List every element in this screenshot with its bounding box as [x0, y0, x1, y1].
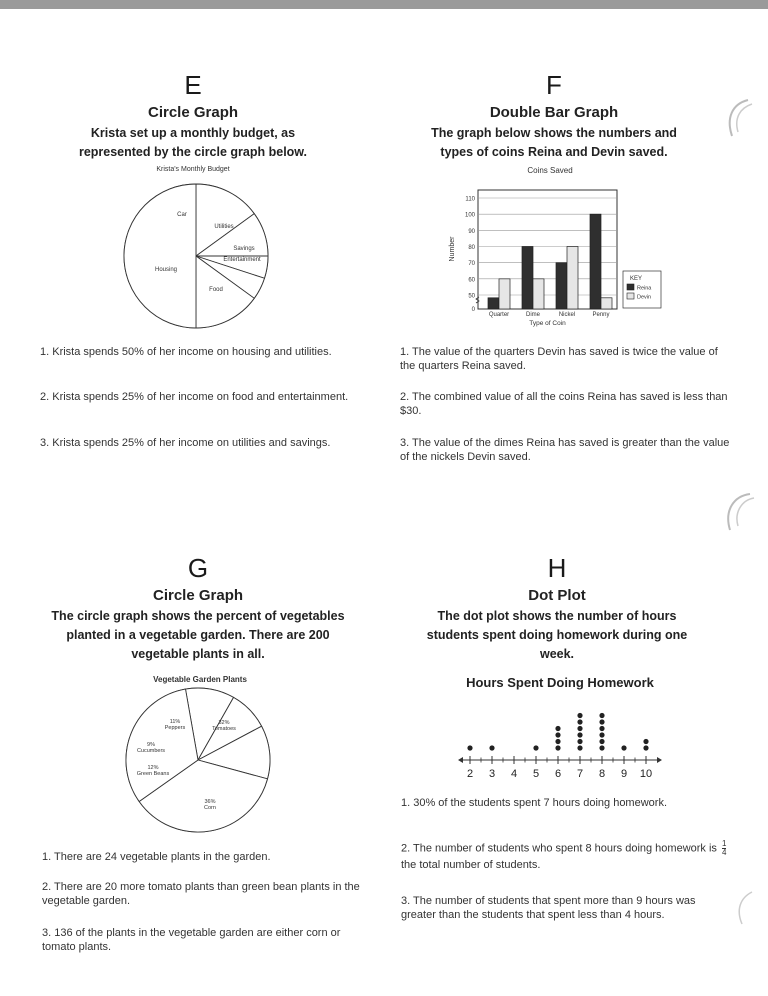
dot-10: [643, 745, 648, 750]
section-f-statement-3: 3. The value of the dimes Reina has saved is greater than the value of the nickels Devin saved.: [400, 437, 730, 463]
section-g-statement-3: 3. 136 of the plants in the vegetable garden are either corn or tomato plants.: [42, 927, 341, 953]
x-tick-label: 7: [576, 768, 584, 780]
y-tick-label: 110: [465, 196, 475, 203]
dot-5: [533, 745, 538, 750]
pie-percent-green-beans: 12%: [147, 765, 159, 771]
scan-edge-mark: [718, 96, 754, 140]
pie-label-food: Food: [209, 287, 223, 293]
bar-reina-penny: [590, 214, 601, 309]
chart-e-title: Krista's Monthly Budget: [156, 166, 230, 173]
section-g-statement-2: 2. There are 20 more tomato plants than green bean plants in the vegetable garden.: [42, 881, 360, 907]
dot-7: [577, 713, 582, 718]
section-e-desc-line-1: Krista set up a monthly budget, as: [90, 126, 296, 140]
pie-label-utilities: Utilities: [214, 224, 234, 230]
section-h-desc-line-3: week.: [539, 647, 575, 661]
one-quarter-fraction: [722, 840, 726, 857]
pie-percent-tomatoes: 32%: [218, 720, 230, 726]
pie-label-tomatoes: Tomatoes: [212, 726, 236, 732]
dot-7: [577, 739, 582, 744]
x-axis-label: Type of Coin: [529, 320, 566, 327]
section-g-description: [36, 607, 360, 664]
dot-8: [599, 713, 604, 718]
pie-label-entertainment: Entertainment: [223, 257, 261, 263]
dot-6: [555, 745, 560, 750]
section-e-statement-2: 2. Krista spends 25% of her income on food and entertainment.: [40, 391, 349, 403]
x-tick-label: Nickel: [558, 312, 576, 318]
scan-edge-mark: [726, 888, 762, 928]
section-h-statement-1: 1. 30% of the students spent 7 hours doing homework.: [401, 797, 667, 809]
section-f-statement-1: 1. The value of the quarters Devin has saved is twice the value of the quarters Reina saved.: [400, 346, 718, 372]
section-h-letter: H: [547, 553, 567, 583]
x-tick-label: 4: [510, 768, 518, 780]
bar-devin-quarter: [499, 279, 510, 309]
scan-edge-mark: [716, 490, 756, 534]
section-h-desc-line-1: The dot plot shows the number of hours: [437, 609, 677, 623]
x-tick-label: 2: [466, 768, 474, 780]
section-h-statement-3: 3. The number of students that spent more than 9 hours was greater than the students that spent less than 4 hours.: [401, 895, 696, 921]
legend-label-reina: Reina: [637, 285, 652, 292]
dot-7: [577, 745, 582, 750]
x-tick-label: 6: [554, 768, 562, 780]
x-tick-label: 5: [532, 768, 540, 780]
pie-label-green-beans: Green Beans: [136, 771, 170, 777]
dot-3: [489, 745, 494, 750]
dot-8: [599, 745, 604, 750]
section-e-desc-line-2: represented by the circle graph below.: [78, 145, 308, 159]
pie-label-cucumbers: Cucumbers: [136, 748, 166, 754]
section-f-letter: F: [546, 70, 562, 100]
section-h-description: [404, 607, 710, 664]
dot-7: [577, 719, 582, 724]
bar-devin-penny: [601, 298, 612, 309]
pie-percent-cucumbers: 9%: [147, 742, 155, 748]
section-g-type: Circle Graph: [152, 587, 244, 604]
section-f-description: [404, 124, 704, 162]
section-f-type: Double Bar Graph: [489, 104, 619, 121]
dot-7: [577, 726, 582, 731]
section-h-statement-2-text: 2. The number of students who spent 8 hours doing homework is: [401, 842, 717, 855]
chart-g-pie: [118, 672, 288, 834]
bar-devin-dime: [533, 279, 544, 309]
y-tick-label: 70: [468, 261, 475, 268]
pie-label-savings: Savings: [233, 246, 255, 252]
y-tick-label: 60: [468, 277, 475, 284]
pie-slice-housing: [124, 184, 196, 328]
x-tick-label: Quarter: [488, 312, 510, 318]
section-h-statement-2-tail: the total number of students.: [401, 859, 541, 872]
pie-label-peppers: Peppers: [164, 725, 186, 731]
y-tick-label: 50: [468, 293, 475, 300]
x-tick-label: Dime: [525, 312, 541, 318]
section-g-desc-line-2: planted in a vegetable garden. There are 200: [66, 628, 330, 642]
bar-reina-dime: [522, 247, 533, 310]
legend-swatch-reina: [627, 284, 634, 290]
dot-6: [555, 726, 560, 731]
chart-f-bar: [440, 163, 670, 335]
pie-label-corn: Corn: [204, 805, 216, 811]
dot-7: [577, 732, 582, 737]
chart-h-title: Hours Spent Doing Homework: [466, 675, 654, 690]
pie-percent-peppers: 11%: [169, 719, 181, 725]
chart-e-pie: [120, 170, 280, 340]
section-f-desc-line-1: The graph below shows the numbers and: [431, 126, 677, 140]
bar-reina-nickel: [556, 263, 567, 309]
x-tick-label: 10: [639, 768, 653, 780]
section-f-desc-line-2: types of coins Reina and Devin saved.: [440, 145, 668, 159]
x-tick-label: Penny: [592, 312, 610, 318]
chart-g-title: Vegetable Garden Plants: [153, 675, 247, 684]
x-tick-label: 8: [598, 768, 606, 780]
pie-percent-corn: 36%: [204, 799, 216, 805]
section-e-statement-1: 1. Krista spends 50% of her income on housing and utilities.: [40, 346, 332, 358]
scan-top-edge: [0, 0, 768, 9]
section-g-desc-line-1: The circle graph shows the percent of vegetables: [51, 609, 345, 623]
bar-reina-quarter: [488, 298, 499, 309]
section-e-description: [40, 124, 346, 162]
section-e-type: Circle Graph: [147, 104, 239, 121]
section-h-desc-line-2: students spent doing homework during one: [426, 628, 688, 642]
section-e-letter: E: [184, 70, 202, 100]
legend-title: KEY: [630, 276, 643, 282]
y-tick-label: 90: [468, 228, 475, 235]
dot-8: [599, 726, 604, 731]
y-tick-label: 80: [468, 245, 475, 251]
y-axis-label: Number: [449, 236, 456, 262]
dot-8: [599, 719, 604, 724]
dot-6: [555, 732, 560, 737]
section-e-statement-3: 3. Krista spends 25% of her income on utilities and savings.: [40, 437, 331, 449]
pie-label-housing: Housing: [154, 267, 178, 273]
y-tick-label: 0: [471, 307, 475, 313]
section-h-type: Dot Plot: [528, 587, 586, 604]
bar-devin-nickel: [567, 247, 578, 310]
dot-10: [643, 739, 648, 744]
dot-8: [599, 739, 604, 744]
section-g-letter: G: [187, 553, 209, 583]
y-tick-label: 100: [464, 212, 475, 219]
x-tick-label: 3: [488, 768, 496, 780]
fraction-numerator: 1: [722, 839, 727, 848]
pie-label-car: Car: [177, 212, 187, 218]
section-g-desc-line-3: vegetable plants in all.: [131, 647, 265, 661]
chart-f-title: Coins Saved: [527, 166, 573, 175]
dot-6: [555, 739, 560, 744]
section-f-statement-2: 2. The combined value of all the coins Reina has saved is less than $30.: [400, 391, 728, 417]
legend-label-devin: Devin: [637, 294, 652, 301]
fraction-denominator: 4: [722, 848, 727, 857]
dot-8: [599, 732, 604, 737]
dot-9: [621, 745, 626, 750]
x-tick-label: 9: [620, 768, 628, 780]
section-h-statement-2: [401, 840, 731, 874]
number-line-right-arrow-icon: [657, 757, 662, 763]
number-line-left-arrow-icon: [458, 757, 463, 763]
dot-2: [467, 745, 472, 750]
section-g-statement-1: 1. There are 24 vegetable plants in the garden.: [42, 851, 271, 863]
legend-swatch-devin: [627, 293, 634, 299]
chart-h-dotplot: [440, 672, 680, 790]
